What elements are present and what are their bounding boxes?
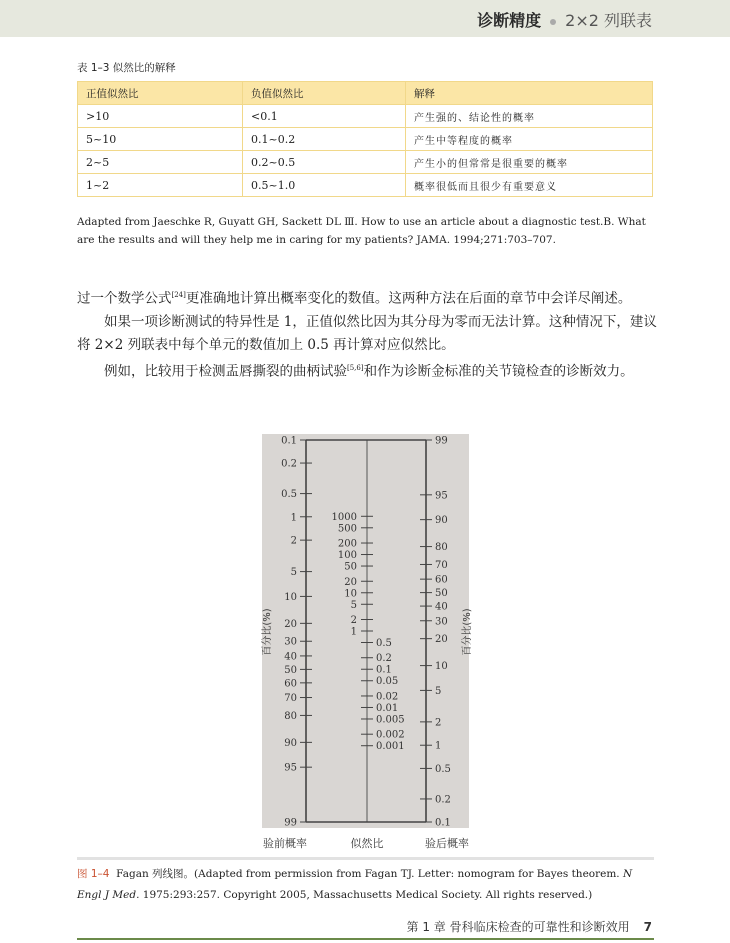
table-cell: >10 [78,105,243,128]
left-axis-tick-label: 95 [284,762,297,774]
page-number: 7 [643,920,652,934]
left-axis-tick-label: 60 [284,678,297,690]
left-axis-tick-label: 0.5 [281,489,297,501]
middle-axis-tick-label: 0.001 [376,741,405,753]
right-axis-tick-label: 20 [435,634,448,646]
table-cell: 0.5~1.0 [243,174,406,197]
caption-text: 1975:293:257. Copyright 2005, Massachusetts Medical Society. All rights reserved.) [139,889,593,901]
journal-name: N Engl J Med. [77,868,633,901]
left-axis-tick-label: 0.1 [281,435,297,447]
table-cell: 0.1~0.2 [243,128,406,151]
left-axis-tick-label: 1 [290,512,297,524]
middle-axis-tick-label: 0.01 [376,702,399,714]
likelihood-ratio-label: 似然比 [350,837,384,850]
middle-axis-tick-label: 0.05 [376,676,399,688]
right-axis-tick-label: 30 [435,616,448,628]
left-axis-tick-label: 90 [284,737,297,749]
left-axis-tick-label: 30 [284,636,297,648]
text: 更准确地计算出概率变化的数值。这两种方法在后面的章节中会详尽阐述。 [185,290,632,307]
right-side-label: 百分比(%) [462,608,473,656]
middle-axis-tick-label: 2 [350,614,357,626]
left-axis-tick-label: 5 [290,567,297,579]
right-axis-tick-label: 10 [435,661,448,673]
middle-axis-tick-label: 10 [344,588,357,600]
table-cell: 5~10 [78,128,243,151]
figure-label: 图 1–4 [77,868,110,880]
right-axis-tick-label: 95 [435,490,448,502]
middle-axis-tick-label: 200 [337,538,357,550]
middle-axis-tick-label: 1000 [331,511,357,523]
citation-ref[interactable]: [24] [171,291,186,299]
right-axis-tick-label: 99 [435,435,448,447]
figure-divider [77,857,654,860]
middle-axis-tick-label: 1 [350,626,357,638]
header-section: 诊断精度 [477,11,542,30]
text: 和作为诊断金标准的关节镜检查的诊断效力。 [363,363,634,379]
running-footer [407,918,652,935]
middle-axis-tick-label: 0.2 [376,653,392,665]
left-axis-tick-label: 80 [284,710,297,722]
citation-ref[interactable]: [5,6] [347,363,364,372]
footer-divider [77,938,654,940]
middle-axis-tick-label: 20 [344,576,357,588]
left-axis-tick-label: 2 [290,535,297,547]
middle-axis-tick-label: 0.005 [376,714,405,726]
right-axis-tick-label: 40 [435,601,448,613]
right-axis-tick-label: 2 [435,717,442,729]
table-cell: 产生中等程度的概率 [406,128,653,151]
middle-axis-tick-label: 50 [344,561,357,573]
right-axis-tick-label: 0.5 [435,763,451,775]
caption-text: Fagan 列线图。(Adapted from permission from Fagan TJ. Letter: nomogram for Bayes theorem. [116,868,623,880]
middle-axis-tick-label: 0.02 [376,691,399,703]
table-cell: 1~2 [78,174,243,197]
left-axis-tick-label: 40 [284,651,297,663]
middle-axis-tick-label: 0.1 [376,664,392,676]
right-axis-tick-label: 60 [435,574,448,586]
column-header: 负值似然比 [243,82,406,105]
table-caption: 表 1–3 似然比的解释 [77,62,176,74]
middle-axis-tick-label: 0.002 [376,729,405,741]
right-axis-tick-label: 0.2 [435,794,451,806]
left-axis-tick-label: 50 [284,664,297,676]
left-axis-tick-label: 20 [284,618,297,630]
column-header: 解释 [406,82,653,105]
table-cell: 2~5 [78,151,243,174]
left-axis-tick-label: 70 [284,693,297,705]
middle-axis-tick-label: 0.5 [376,638,392,650]
right-axis-tick-label: 0.1 [435,817,451,829]
right-axis-tick-label: 1 [435,740,442,752]
header-subsection: 2×2 列联表 [565,11,652,30]
text: 过一个数学公式 [77,290,172,307]
figure-caption [77,864,657,906]
paragraph: 如果一项诊断测试的特异性是 1，正值似然比因为其分母为零而无法计算。这种情况下，建议将 2×2 列联表中每个单元的数值加上 0.5 再计算对应似然比。 [77,313,657,353]
right-axis-tick-label: 50 [435,588,448,600]
right-axis-tick-label: 70 [435,559,448,571]
pretest-probability-label: 验前概率 [263,837,307,850]
left-axis-tick-label: 99 [284,817,297,829]
middle-axis-tick-label: 100 [337,550,357,562]
table-cell: 概率很低而且很少有重要意义 [406,174,653,197]
right-axis-tick-label: 90 [435,515,448,527]
posttest-probability-label: 验后概率 [425,837,469,850]
chapter-title: 第 1 章 骨科临床检查的可靠性和诊断效用 [406,920,630,934]
right-axis-tick-label: 5 [435,685,442,697]
table-cell: 产生强的、结论性的概率 [406,105,653,128]
left-axis-tick-label: 10 [284,591,297,603]
table-source-note: Adapted from Jaeschke R, Guyatt GH, Sackett DL Ⅲ. How to use an article about a diagnostic test.B. What are the results and will they help me in caring for my patients? JAMA. 1994;271:703–707. [77,216,646,246]
right-axis-tick-label: 80 [435,542,448,554]
middle-axis-tick-label: 5 [350,599,357,611]
middle-axis-tick-label: 500 [337,523,357,535]
text: 例如，比较用于检测盂唇撕裂的曲柄试验 [104,363,347,379]
table-cell: 产生小的但常常是很重要的概率 [406,151,653,174]
table-cell: 0.2~0.5 [243,151,406,174]
left-side-label: 百分比(%) [262,608,273,656]
column-header: 正值似然比 [78,82,243,105]
table-cell: <0.1 [243,105,406,128]
left-axis-tick-label: 0.2 [281,458,297,470]
